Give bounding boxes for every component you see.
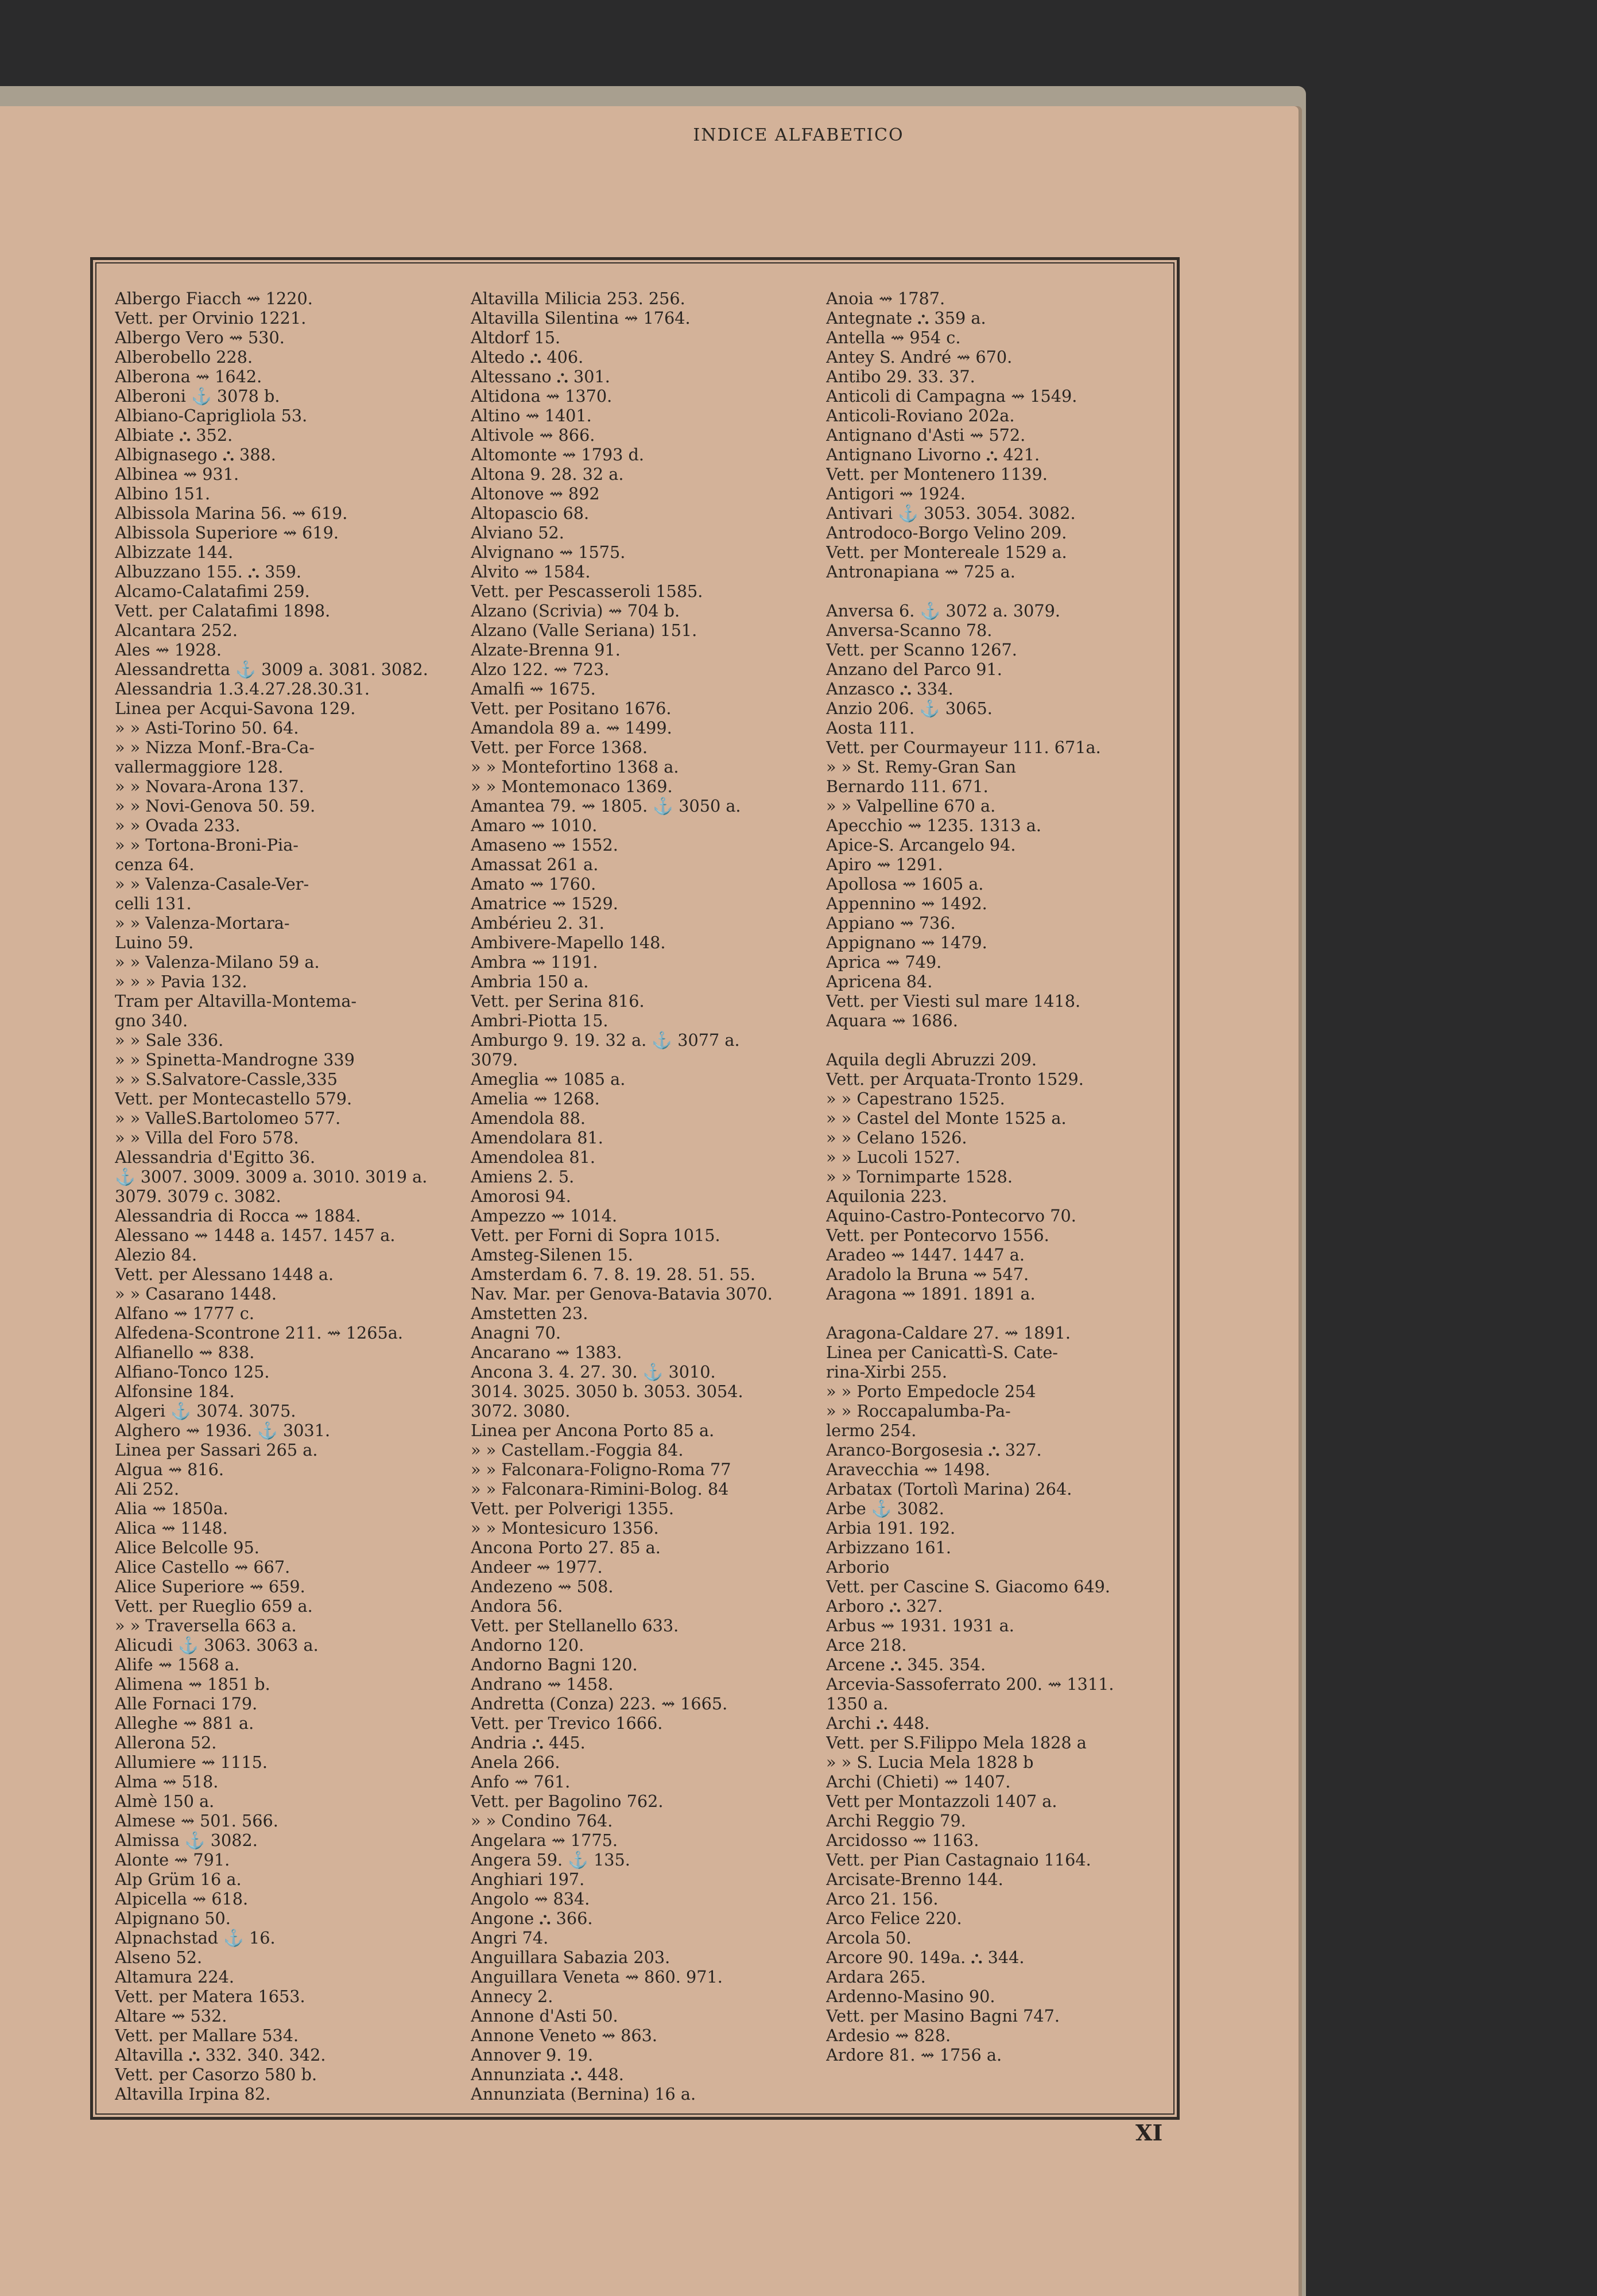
index-entry: Tram per Altavilla-Montema- (115, 991, 357, 1011)
index-entry: Angolo ⇝ 834. (471, 1889, 590, 1909)
index-entry: » » S.Salvatore-Cassle,335 (115, 1069, 338, 1089)
index-entry: Arcidosso ⇝ 1163. (826, 1830, 979, 1850)
index-entry: Appignano ⇝ 1479. (826, 933, 987, 952)
index-entry: » » S. Lucia Mela 1828 b (826, 1752, 1034, 1772)
index-entry: ⚓ 3007. 3009. 3009 a. 3010. 3019 a. (115, 1167, 428, 1186)
index-entry: 3079. (471, 1050, 518, 1069)
index-entry: » » Sale 336. (115, 1030, 224, 1050)
index-entry: » » Nizza Monf.-Bra-Ca- (115, 738, 315, 757)
index-entry: Annone d'Asti 50. (471, 2006, 618, 2026)
index-entry: Aquila degli Abruzzi 209. (826, 1050, 1037, 1069)
index-entry: Anagni 70. (471, 1323, 561, 1343)
index-entry: Annover 9. 19. (471, 2045, 594, 2065)
index-entry: » » Tortona-Broni-Pia- (115, 835, 299, 855)
index-entry: Ambérieu 2. 31. (471, 913, 604, 933)
index-entry: Alife ⇝ 1568 a. (115, 1655, 240, 1674)
index-entry: Ardesio ⇝ 828. (826, 2026, 951, 2045)
index-entry: » » Roccapalumba-Pa- (826, 1401, 1011, 1421)
index-entry: Antegnate ⛬ 359 a. (826, 308, 986, 328)
index-entry: Alzano (Scrivia) ⇝ 704 b. (471, 601, 680, 620)
index-entry: Apollosa ⇝ 1605 a. (826, 874, 984, 894)
index-entry: Altavilla Irpina 82. (115, 2084, 271, 2104)
index-entry: Anzasco ⛬ 334. (826, 679, 953, 699)
index-entry: Altavilla ⛬ 332. 340. 342. (115, 2045, 326, 2065)
index-entry: Ameglia ⇝ 1085 a. (471, 1069, 626, 1089)
index-entry: Vett. per Calatafimi 1898. (115, 601, 331, 620)
index-entry: Allumiere ⇝ 1115. (115, 1752, 268, 1772)
index-entry: Amalfi ⇝ 1675. (471, 679, 596, 699)
index-entry: Vett per Montazzoli 1407 a. (826, 1791, 1057, 1811)
index-entry: Alvignano ⇝ 1575. (471, 542, 626, 562)
index-entry: » » Capestrano 1525. (826, 1089, 1005, 1108)
index-entry: Albizzate 144. (115, 542, 234, 562)
index-entry: Albiano-Caprigliola 53. (115, 406, 308, 425)
index-entry: Apecchio ⇝ 1235. 1313 a. (826, 816, 1041, 835)
index-entry: Vett. per Casorzo 580 b. (115, 2065, 317, 2084)
index-entry: Alfiano-Tonco 125. (115, 1362, 270, 1382)
index-entry: Annunziata ⛬ 448. (471, 2065, 624, 2084)
index-entry: Altopascio 68. (471, 503, 590, 523)
index-entry: Arcore 90. 149a. ⛬ 344. (826, 1948, 1025, 1967)
index-entry: Vett. per Montereale 1529 a. (826, 542, 1067, 562)
index-entry: Vett. per Montenero 1139. (826, 464, 1048, 484)
index-entry: Aragona ⇝ 1891. 1891 a. (826, 1284, 1036, 1304)
index-entry: Ancarano ⇝ 1383. (471, 1343, 622, 1362)
index-entry: Ancona Porto 27. 85 a. (471, 1538, 661, 1557)
index-entry: Vett. per Arquata-Tronto 1529. (826, 1069, 1084, 1089)
index-entry: Arbatax (Tortolì Marina) 264. (826, 1479, 1072, 1499)
index-entry: Apice-S. Arcangelo 94. (826, 835, 1016, 855)
index-entry: Altare ⇝ 532. (115, 2006, 227, 2026)
index-entry: » » Celano 1526. (826, 1128, 967, 1147)
index-entry: Vett. per Matera 1653. (115, 1987, 305, 2006)
index-entry: Ambria 150 a. (471, 972, 589, 991)
index-entry: Arbe ⚓ 3082. (826, 1499, 944, 1518)
index-entry: Arcevia-Sassoferrato 200. ⇝ 1311. (826, 1674, 1114, 1694)
index-entry: Vett. per Positano 1676. (471, 699, 672, 718)
index-entry: Aosta 111. (826, 718, 915, 738)
index-entry: Alberobello 228. (115, 347, 253, 367)
index-entry: Bernardo 111. 671. (826, 777, 989, 796)
index-entry: Andeer ⇝ 1977. (471, 1557, 603, 1577)
index-entry: Alle Fornaci 179. (115, 1694, 258, 1713)
index-entry: Alezio 84. (115, 1245, 197, 1265)
index-entry: Vett. per Pontecorvo 1556. (826, 1225, 1049, 1245)
index-entry: Vett. per Pian Castagnaio 1164. (826, 1850, 1091, 1870)
index-entry: Anguillara Sabazia 203. (471, 1948, 670, 1967)
index-entry: » » Asti-Torino 50. 64. (115, 718, 299, 738)
index-entry: » » Condino 764. (471, 1811, 613, 1830)
index-entry: Amendola 88. (471, 1108, 586, 1128)
index-entry: Antrodoco-Borgo Velino 209. (826, 523, 1067, 542)
index-entry: » » St. Remy-Gran San (826, 757, 1016, 777)
index-entry: Albergo Fiacch ⇝ 1220. (115, 289, 313, 308)
index-column-3 (826, 289, 1170, 2065)
index-entry: Andretta (Conza) 223. ⇝ 1665. (471, 1694, 728, 1713)
index-entry: Arco Felice 220. (826, 1909, 962, 1928)
index-entry: Allerona 52. (115, 1733, 217, 1752)
index-entry: Albergo Vero ⇝ 530. (115, 328, 285, 347)
index-entry: Amassat 261 a. (471, 855, 599, 874)
index-entry: Alimena ⇝ 1851 b. (115, 1674, 270, 1694)
index-entry: Amorosi 94. (471, 1186, 571, 1206)
index-entry: Vett. per Viesti sul mare 1418. (826, 991, 1081, 1011)
index-entry: Almissa ⚓ 3082. (115, 1830, 258, 1850)
index-entry: Angera 59. ⚓ 135. (471, 1850, 630, 1870)
index-entry: Appennino ⇝ 1492. (826, 894, 987, 913)
index-entry: Altessano ⛬ 301. (471, 367, 610, 386)
index-entry: Alfedena-Scontrone 211. ⇝ 1265a. (115, 1323, 404, 1343)
index-entry: Arcola 50. (826, 1928, 912, 1948)
index-entry: Vett. per Rueglio 659 a. (115, 1596, 313, 1616)
index-entry: » » Valenza-Casale-Ver- (115, 874, 309, 894)
index-entry: Alcamo-Calatafimi 259. (115, 581, 310, 601)
index-entry: Altonove ⇝ 892 (471, 484, 600, 503)
index-entry: Archi Reggio 79. (826, 1811, 966, 1830)
index-entry: Arbia 191. 192. (826, 1518, 956, 1538)
index-entry: Alica ⇝ 1148. (115, 1518, 228, 1538)
index-entry: Amelia ⇝ 1268. (471, 1089, 600, 1108)
index-entry: Vett. per Stellanello 633. (471, 1616, 679, 1635)
index-entry: Alzate-Brenna 91. (471, 640, 621, 660)
index-entry: Altidona ⇝ 1370. (471, 386, 613, 406)
index-entry: rina-Xirbi 255. (826, 1362, 947, 1382)
index-entry: Anzio 206. ⚓ 3065. (826, 699, 993, 718)
index-entry: Alessandria d'Egitto 36. (115, 1147, 316, 1167)
index-entry: Alberona ⇝ 1642. (115, 367, 262, 386)
index-entry: Angri 74. (471, 1928, 549, 1948)
index-entry: Altavilla Milicia 253. 256. (471, 289, 685, 308)
index-entry: Anguillara Veneta ⇝ 860. 971. (471, 1967, 723, 1987)
index-entry: Anversa 6. ⚓ 3072 a. 3079. (826, 601, 1060, 620)
index-entry: » » Porto Empedocle 254 (826, 1382, 1036, 1401)
index-entry: Angelara ⇝ 1775. (471, 1830, 618, 1850)
index-entry: 3014. 3025. 3050 b. 3053. 3054. (471, 1382, 743, 1401)
index-entry: » » » Pavia 132. (115, 972, 247, 991)
index-entry: » » Falconara-Rimini-Bolog. 84 (471, 1479, 729, 1499)
index-entry: Vett. per Polverigi 1355. (471, 1499, 674, 1518)
index-entry: Amandola 89 a. ⇝ 1499. (471, 718, 672, 738)
index-entry: Arcene ⛬ 345. 354. (826, 1655, 986, 1674)
index-entry: Antigori ⇝ 1924. (826, 484, 966, 503)
index-entry: » » Novi-Genova 50. 59. (115, 796, 316, 816)
index-entry: Algua ⇝ 816. (115, 1460, 224, 1479)
index-entry: Antronapiana ⇝ 725 a. (826, 562, 1015, 581)
index-entry: Alzo 122. ⇝ 723. (471, 660, 610, 679)
index-entry: Altomonte ⇝ 1793 d. (471, 445, 645, 464)
index-entry: Alma ⇝ 518. (115, 1772, 219, 1791)
index-entry: Alice Castello ⇝ 667. (115, 1557, 290, 1577)
index-entry: Aranco-Borgosesia ⛬ 327. (826, 1440, 1042, 1460)
index-entry: Anzano del Parco 91. (826, 660, 1002, 679)
index-entry: Alleghe ⇝ 881 a. (115, 1713, 254, 1733)
index-entry: Antivari ⚓ 3053. 3054. 3082. (826, 503, 1076, 523)
index-entry: Apricena 84. (826, 972, 933, 991)
index-entry: Alzano (Valle Seriana) 151. (471, 620, 697, 640)
index-entry: Alberoni ⚓ 3078 b. (115, 386, 280, 406)
index-entry: Ardara 265. (826, 1967, 926, 1987)
index-entry: Vett. per Trevico 1666. (471, 1713, 663, 1733)
index-entry: Altavilla Silentina ⇝ 1764. (471, 308, 691, 328)
index-entry: Angone ⛬ 366. (471, 1909, 593, 1928)
index-entry: Aragona-Caldare 27. ⇝ 1891. (826, 1323, 1071, 1343)
index-column-2 (471, 289, 815, 2104)
index-entry: » » Ovada 233. (115, 816, 241, 835)
index-entry: Andora 56. (471, 1596, 563, 1616)
index-entry: Arbus ⇝ 1931. 1931 a. (826, 1616, 1014, 1635)
index-entry: Alonte ⇝ 791. (115, 1850, 230, 1870)
index-entry: Alfano ⇝ 1777 c. (115, 1304, 254, 1323)
index-entry: Andezeno ⇝ 508. (471, 1577, 614, 1596)
index-entry: gno 340. (115, 1011, 188, 1030)
index-entry: Alicudi ⚓ 3063. 3063 a. (115, 1635, 319, 1655)
index-entry: Vett. per S.Filippo Mela 1828 a (826, 1733, 1087, 1752)
index-entry: Vett. per Orvinio 1221. (115, 308, 307, 328)
index-entry: cenza 64. (115, 855, 195, 874)
index-entry: » » Valpelline 670 a. (826, 796, 996, 816)
index-entry: Alice Superiore ⇝ 659. (115, 1577, 305, 1596)
index-entry: Alice Belcolle 95. (115, 1538, 259, 1557)
index-entry: 3079. 3079 c. 3082. (115, 1186, 281, 1206)
index-entry: Anversa-Scanno 78. (826, 620, 993, 640)
index-entry: Albinea ⇝ 931. (115, 464, 239, 484)
index-entry: Alpnachstad ⚓ 16. (115, 1928, 276, 1948)
index-entry: Alviano 52. (471, 523, 564, 542)
index-entry: Archi (Chieti) ⇝ 1407. (826, 1772, 1011, 1791)
index-entry: Altivole ⇝ 866. (471, 425, 595, 445)
index-entry: » » Tornimparte 1528. (826, 1167, 1013, 1186)
index-entry: Andorno 120. (471, 1635, 584, 1655)
index-entry: Ardore 81. ⇝ 1756 a. (826, 2045, 1002, 2065)
index-entry: Alfianello ⇝ 838. (115, 1343, 255, 1362)
index-entry: Vett. per Pescasseroli 1585. (471, 581, 703, 601)
index-entry: Linea per Canicattì-S. Cate- (826, 1343, 1058, 1362)
index-entry: Ardenno-Masino 90. (826, 1987, 995, 2006)
index-entry: Vett. per Montecastello 579. (115, 1089, 352, 1108)
index-entry: Alcantara 252. (115, 620, 238, 640)
index-entry: Linea per Acqui-Savona 129. (115, 699, 356, 718)
index-entry: Alessano ⇝ 1448 a. 1457. 1457 a. (115, 1225, 396, 1245)
index-entry: Aprica ⇝ 749. (826, 952, 942, 972)
index-entry: Anfo ⇝ 761. (471, 1772, 571, 1791)
index-entry: Antignano Livorno ⛬ 421. (826, 445, 1040, 464)
index-entry: Vett. per Mallare 534. (115, 2026, 299, 2045)
index-entry: Vett. per Scanno 1267. (826, 640, 1017, 660)
index-entry: Vett. per Forni di Sopra 1015. (471, 1225, 720, 1245)
index-entry: 3072. 3080. (471, 1401, 571, 1421)
index-entry: Anghiari 197. (471, 1870, 585, 1889)
index-entry: Luino 59. (115, 933, 194, 952)
index-entry: Alpignano 50. (115, 1909, 231, 1928)
index-entry: Amaro ⇝ 1010. (471, 816, 598, 835)
index-entry: Archi ⛬ 448. (826, 1713, 930, 1733)
index-entry: Vett. per Alessano 1448 a. (115, 1265, 334, 1284)
index-entry: Albiate ⛬ 352. (115, 425, 233, 445)
index-entry: vallermaggiore 128. (115, 757, 284, 777)
index-entry: Alp Grüm 16 a. (115, 1870, 242, 1889)
index-entry: Altedo ⛬ 406. (471, 347, 584, 367)
index-entry: Vett. per Force 1368. (471, 738, 648, 757)
index-entry: Ambivere-Mapello 148. (471, 933, 666, 952)
index-entry: Andria ⛬ 445. (471, 1733, 586, 1752)
index-entry: » » Valenza-Milano 59 a. (115, 952, 320, 972)
index-entry: celli 131. (115, 894, 192, 913)
index-entry: Amantea 79. ⇝ 1805. ⚓ 3050 a. (471, 796, 741, 816)
index-entry: Amatrice ⇝ 1529. (471, 894, 618, 913)
index-entry: Annunziata (Bernina) 16 a. (471, 2084, 696, 2104)
index-entry: Alessandretta ⚓ 3009 a. 3081. 3082. (115, 660, 428, 679)
index-entry: » » Spinetta-Mandrogne 339 (115, 1050, 355, 1069)
index-entry: Amaseno ⇝ 1552. (471, 835, 618, 855)
index-entry: Amstetten 23. (471, 1304, 588, 1323)
index-entry: Vett. per Masino Bagni 747. (826, 2006, 1060, 2026)
index-entry: Alpicella ⇝ 618. (115, 1889, 249, 1909)
index-entry (826, 1304, 1170, 1323)
index-entry: Altdorf 15. (471, 328, 561, 347)
index-entry: Amiens 2. 5. (471, 1167, 575, 1186)
index-entry: Antibo 29. 33. 37. (826, 367, 975, 386)
index-entry: 1350 a. (826, 1694, 889, 1713)
index-entry: Ambra ⇝ 1191. (471, 952, 598, 972)
index-entry: » » Montesicuro 1356. (471, 1518, 659, 1538)
index-entry: Albino 151. (115, 484, 211, 503)
page-number: XI (1135, 2120, 1163, 2146)
index-entry: Ampezzo ⇝ 1014. (471, 1206, 618, 1225)
index-entry: Alessandria 1.3.4.27.28.30.31. (115, 679, 370, 699)
index-entry: Nav. Mar. per Genova-Batavia 3070. (471, 1284, 773, 1304)
index-entry: Anoia ⇝ 1787. (826, 289, 945, 308)
index-entry: Vett. per Courmayeur 111. 671a. (826, 738, 1101, 757)
index-entry: » » Casarano 1448. (115, 1284, 277, 1304)
index-entry: Antey S. André ⇝ 670. (826, 347, 1013, 367)
index-entry: Andrano ⇝ 1458. (471, 1674, 614, 1694)
index-entry: » » Montemonaco 1369. (471, 777, 673, 796)
index-entry: Ali 252. (115, 1479, 180, 1499)
index-entry: Albissola Superiore ⇝ 619. (115, 523, 339, 542)
index-entry: Arboro ⛬ 327. (826, 1596, 943, 1616)
index-entry: Amsterdam 6. 7. 8. 19. 28. 51. 55. (471, 1265, 755, 1284)
index-entry: lermo 254. (826, 1421, 917, 1440)
index-entry: Algeri ⚓ 3074. 3075. (115, 1401, 296, 1421)
index-entry: Antella ⇝ 954 c. (826, 328, 961, 347)
index-entry: Almese ⇝ 501. 566. (115, 1811, 278, 1830)
index-entry: Annecy 2. (471, 1987, 553, 2006)
index-entry: Alessandria di Rocca ⇝ 1884. (115, 1206, 361, 1225)
index-entry: Aquilonia 223. (826, 1186, 947, 1206)
index-entry: Amburgo 9. 19. 32 a. ⚓ 3077 a. (471, 1030, 740, 1050)
index-entry: » » Castel del Monte 1525 a. (826, 1108, 1067, 1128)
index-entry: Albissola Marina 56. ⇝ 619. (115, 503, 348, 523)
index-entry: » » Castellam.-Foggia 84. (471, 1440, 684, 1460)
index-entry: Vett. per Cascine S. Giacomo 649. (826, 1577, 1110, 1596)
index-entry: Amato ⇝ 1760. (471, 874, 596, 894)
index-entry: Vett. per Serina 816. (471, 991, 645, 1011)
index-entry: Aradolo la Bruna ⇝ 547. (826, 1265, 1029, 1284)
index-entry: Apiro ⇝ 1291. (826, 855, 943, 874)
index-entry: Arborio (826, 1557, 890, 1577)
index-entry: Aquara ⇝ 1686. (826, 1011, 958, 1030)
index-entry: » » Valenza-Mortara- (115, 913, 290, 933)
index-entry: Linea per Ancona Porto 85 a. (471, 1421, 715, 1440)
index-entry: Albignasego ⛬ 388. (115, 445, 276, 464)
index-entry: Alvito ⇝ 1584. (471, 562, 591, 581)
index-entry: Altino ⇝ 1401. (471, 406, 592, 425)
index-entry: Altona 9. 28. 32 a. (471, 464, 624, 484)
index-entry: Arcisate-Brenno 144. (826, 1870, 1003, 1889)
index-entry: Antignano d'Asti ⇝ 572. (826, 425, 1026, 445)
index-frame (90, 257, 1180, 2120)
index-entry: Arce 218. (826, 1635, 907, 1655)
index-entry: Albuzzano 155. ⛬ 359. (115, 562, 301, 581)
index-entry: Linea per Sassari 265 a. (115, 1440, 318, 1460)
index-entry (826, 1030, 1170, 1050)
index-entry: Appiano ⇝ 736. (826, 913, 956, 933)
index-entry: Almè 150 a. (115, 1791, 215, 1811)
index-column-1 (115, 289, 459, 2104)
index-entry: » » Traversella 663 a. (115, 1616, 297, 1635)
index-entry: Anticoli-Roviano 202a. (826, 406, 1015, 425)
index-entry: Aradeo ⇝ 1447. 1447 a. (826, 1245, 1025, 1265)
index-entry: » » Villa del Foro 578. (115, 1128, 299, 1147)
index-entry: Alia ⇝ 1850a. (115, 1499, 228, 1518)
index-entry: Aquino-Castro-Pontecorvo 70. (826, 1206, 1076, 1225)
index-entry: Amendolara 81. (471, 1128, 603, 1147)
index-entry: Ales ⇝ 1928. (115, 640, 222, 660)
index-entry: » » Lucoli 1527. (826, 1147, 960, 1167)
index-entry: Alseno 52. (115, 1948, 203, 1967)
index-entry: » » Montefortino 1368 a. (471, 757, 679, 777)
index-entry: » » Falconara-Foligno-Roma 77 (471, 1460, 731, 1479)
index-entry: » » ValleS.Bartolomeo 577. (115, 1108, 341, 1128)
index-entry: Anela 266. (471, 1752, 560, 1772)
index-entry: Arbizzano 161. (826, 1538, 952, 1557)
index-entry: Ambri-Piotta 15. (471, 1011, 608, 1030)
index-entry: » » Novara-Arona 137. (115, 777, 304, 796)
index-entry: Alghero ⇝ 1936. ⚓ 3031. (115, 1421, 331, 1440)
index-entry: Alfonsine 184. (115, 1382, 235, 1401)
index-entry: Annone Veneto ⇝ 863. (471, 2026, 657, 2045)
index-entry: Anticoli di Campagna ⇝ 1549. (826, 386, 1077, 406)
index-entry: Amendolea 81. (471, 1147, 596, 1167)
index-entry: Aravecchia ⇝ 1498. (826, 1460, 991, 1479)
index-entry: Amsteg-Silenen 15. (471, 1245, 633, 1265)
index-entry: Ancona 3. 4. 27. 30. ⚓ 3010. (471, 1362, 716, 1382)
index-entry: Arco 21. 156. (826, 1889, 939, 1909)
index-entry: Vett. per Bagolino 762. (471, 1791, 664, 1811)
index-entry: Altamura 224. (115, 1967, 235, 1987)
index-entry (826, 581, 1170, 601)
page-header: INDICE ALFABETICO (693, 125, 904, 145)
index-entry: Andorno Bagni 120. (471, 1655, 638, 1674)
